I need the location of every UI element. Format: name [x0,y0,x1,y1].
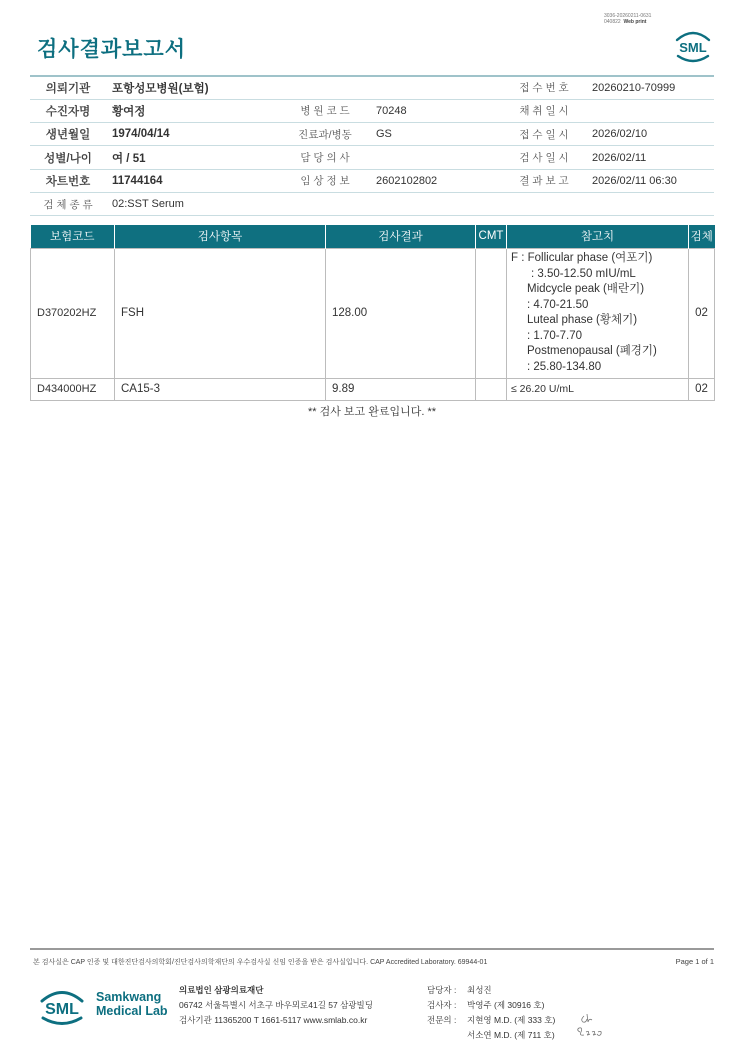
row-ref [507,248,689,378]
ref-line: : 4.70-21.50 [527,298,589,311]
hospital-code-label: 병 원 코 드 [280,99,370,122]
row-item: CA15-3 [115,378,326,400]
receipt-date-label: 접 수 일 시 [502,123,586,146]
staff-info [427,983,555,1043]
report-value: 2026/02/11 06:30 [586,169,714,192]
dept-value: GS [370,123,502,146]
requester-label: 의뢰기관 [30,76,106,99]
test-date-label: 검 사 일 시 [502,146,586,169]
specimen-value: 02:SST Serum [106,192,714,215]
row-result: 9.89 [326,378,476,400]
info-row [30,99,714,122]
report-complete-text: ** 검사 보고 완료입니다. ** [307,406,437,418]
specialist-value-2: 서소연 M.D. (제 711 호) [467,1030,555,1040]
header-specimen: 검체 [689,225,715,248]
header-code: 보험코드 [31,225,115,248]
tester-label: 검사자 : [427,1000,457,1010]
specialist-value-1: 지현영 M.D. (제 333 호) [467,1015,556,1025]
info-row [30,146,714,169]
row-code: D434000HZ [31,378,115,400]
patient-info-table [30,75,714,216]
sml-logo-text: SML [679,40,707,55]
header-cmt: CMT [476,225,507,248]
brand-line: Samkwang [96,990,162,1004]
results-table [30,225,715,401]
manager-value: 최성진 [467,985,492,995]
specimen-label: 검 체 종 류 [30,192,106,215]
table-row [31,248,715,378]
ref-line: Postmenopausal (폐경기) [527,345,657,357]
ref-line: F : Follicular phase (여포기) [511,252,653,264]
requester-value: 포항성모병원(보험) [106,76,502,99]
page-title: 검사결과보고서 [37,38,187,61]
footer-divider [30,948,714,950]
page-number: Page 1 of 1 [675,957,714,966]
collection-date-value [586,99,714,122]
sml-logo-icon [672,24,714,64]
ref-line: : 25.80-134.80 [527,360,602,373]
birth-value: 1974/04/14 [106,123,280,146]
ref-line: Luteal phase (황체기) [527,314,638,326]
row-specimen: 02 [689,248,715,378]
sml-footer-logo-text: SML [45,1001,79,1018]
ref-line: : 3.50-12.50 mIU/mL [531,267,636,280]
results-header-row [31,225,715,248]
ref-line: : 1.70-7.70 [527,329,582,342]
clinical-label: 임 상 정 보 [280,169,370,192]
document-sub-id: 040822 [604,19,621,25]
sml-footer-logo-icon [36,984,88,1026]
org-contact: 검사기관 11365200 T 1661-5117 www.smlab.co.kr [179,1015,368,1025]
test-date-value: 2026/02/11 [586,146,714,169]
table-row [31,378,715,400]
row-ref: ≤ 26.20 U/mL [507,378,689,400]
collection-date-label: 채 취 일 시 [502,99,586,122]
dept-label: 진료과/병동 [280,123,370,146]
row-item: FSH [115,248,326,378]
info-row [30,76,714,99]
doctor-value [370,146,502,169]
doctor-label: 담 당 의 사 [280,146,370,169]
cap-accreditation-note: 본 검사실은 CAP 인증 및 대한진단검사의학회/진단검사의학재단의 우수검사실 신임 인증을 받은 검사실입니다. CAP Accredited Laboratory. 69944-01 [33,959,488,966]
document-id [604,13,651,25]
brand-line: Medical Lab [96,1004,168,1018]
birth-label: 생년월일 [30,123,106,146]
patient-value: 황여정 [106,99,280,122]
organization-info [179,983,373,1028]
row-cmt [476,248,507,378]
specialist-label: 전문의 : [427,1015,457,1025]
chart-no-label: 차트번호 [30,169,106,192]
report-label: 결 과 보 고 [502,169,586,192]
tester-value: 박영주 (제 30916 호) [467,1000,545,1010]
receipt-no-label: 접 수 번 호 [502,76,586,99]
document-id-line: 3036-20260211-0631 [604,13,652,19]
signature-icon [574,1010,608,1044]
info-row [30,169,714,192]
ref-line: Midcycle peak (배란기) [527,283,645,295]
chart-no-value: 11744164 [106,169,280,192]
header-ref: 참고치 [507,225,689,248]
info-row [30,123,714,146]
row-code: D370202HZ [31,248,115,378]
web-print-label: Web print [623,19,647,25]
receipt-no-value: 20260210-70999 [586,76,714,99]
org-address: 06742 서울특별시 서초구 바우뫼로41길 57 삼광빌딩 [179,1000,373,1010]
patient-label: 수진자명 [30,99,106,122]
row-result: 128.00 [326,248,476,378]
sex-age-value: 여 / 51 [106,146,280,169]
row-specimen: 02 [689,378,715,400]
header-result: 검사결과 [326,225,476,248]
info-row [30,192,714,215]
brand-name [96,990,168,1018]
sex-age-label: 성별/나이 [30,146,106,169]
hospital-code-value: 70248 [370,99,502,122]
manager-label: 담당자 : [427,985,457,995]
receipt-date-value: 2026/02/10 [586,123,714,146]
header-item: 검사항목 [115,225,326,248]
clinical-value: 2602102802 [370,169,502,192]
org-name: 의료법인 삼광의료재단 [179,985,264,995]
row-cmt [476,378,507,400]
